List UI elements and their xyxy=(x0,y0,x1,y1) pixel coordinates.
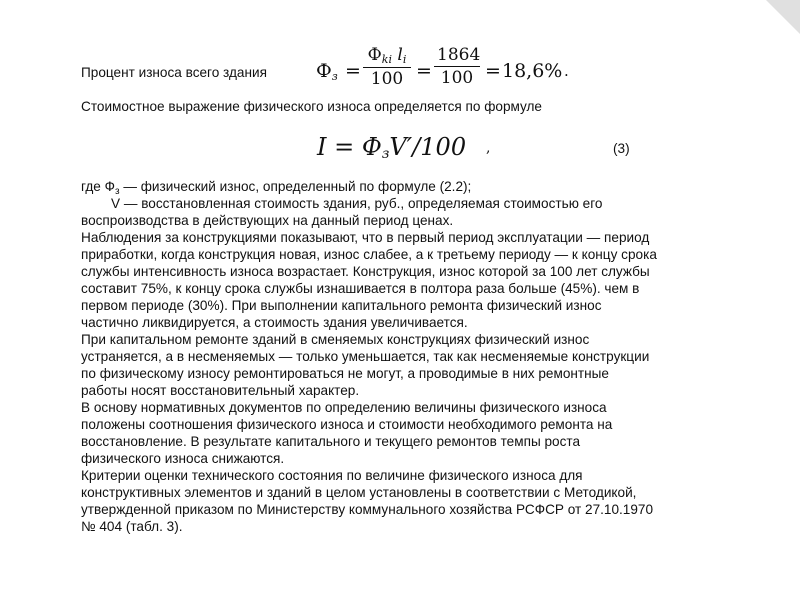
body-line: утвержденной приказом по Министерству коммунального хозяйства РСФСР от 27.10.1970 xyxy=(81,502,654,517)
formula2-number: (3) xyxy=(613,141,630,156)
formula1-eq3: = xyxy=(485,60,501,82)
body-line: первом периоде (30%). При выполнении капитального ремонта физический износ xyxy=(81,298,602,313)
body-line: восстановление. В результате капитального и текущего ремонтов темпы роста xyxy=(81,434,581,449)
formula1-end: . xyxy=(564,62,569,80)
body-line: Наблюдения за конструкциями показывают, что в первый период эксплуатации — период xyxy=(81,230,650,245)
body-line: приработки, когда конструкция новая, износ слабее, а к третьему периоду — к концу срока xyxy=(81,247,657,262)
formula1-fraction-2: $\frac{1864}{100}$ xyxy=(434,45,480,88)
formula-intro: Стоимостное выражение физического износа определяется по формуле xyxy=(81,99,542,114)
body-line: конструктивных элементов и зданий в целом установлены в соответствии с Методикой, xyxy=(81,485,637,500)
body-line: № 404 (табл. 3). xyxy=(81,519,183,534)
intro-label: Процент износа всего здания xyxy=(81,65,267,80)
formula1-eq2: = xyxy=(416,60,432,82)
body-line: положены соотношения физического износа и стоимости необходимого ремонта на xyxy=(81,417,613,432)
body-line: по физическому износу ремонтироваться не могут, а проводимые в них ремонтные xyxy=(81,366,609,381)
body-line: частично ликвидируется, а стоимость здания увеличивается. xyxy=(81,315,468,330)
corner-decoration xyxy=(766,0,800,34)
where-line-3: воспроизводства в действующих на данный период ценах. xyxy=(81,213,454,228)
where-line-1: где $Ф_з$ — физический износ, определенный по формуле (2.2); xyxy=(81,179,472,197)
body-line: устраняется, а в несменяемых — только уменьшается, так как несменяемые конструкции xyxy=(81,349,650,364)
body-line: При капитальном ремонте зданий в сменяемых конструкциях физический износ xyxy=(81,332,590,347)
body-line: работы носят восстановительный характер. xyxy=(81,383,360,398)
formula2-comma: , xyxy=(486,140,491,156)
formula1-lhs: $Ф_з$ xyxy=(316,60,338,83)
body-line: службы интенсивность износа возрастает. Конструкция, износ которой за 100 лет службы xyxy=(81,264,650,279)
body-line: Критерии оценки технического состояния по величине физического износа для xyxy=(81,468,583,483)
body-line: составит 75%, к концу срока службы изнашивается в полтора раза больше (45%). чем в xyxy=(81,281,640,296)
formula1-fraction-1: $Ф_{ki}$ $l_i$ 100 xyxy=(363,45,411,89)
formula1-result: 18,6% xyxy=(502,60,563,82)
where-line-2: V — восстановленная стоимость здания, руб., определяемая стоимостью его xyxy=(111,196,603,211)
body-line: физического износа снижаются. xyxy=(81,451,285,466)
body-line: В основу нормативных документов по определению величины физического износа xyxy=(81,400,607,415)
formula1-eq1: = xyxy=(345,60,361,82)
formula2-expression: $I = Ф_зV'/100$ xyxy=(317,133,467,162)
